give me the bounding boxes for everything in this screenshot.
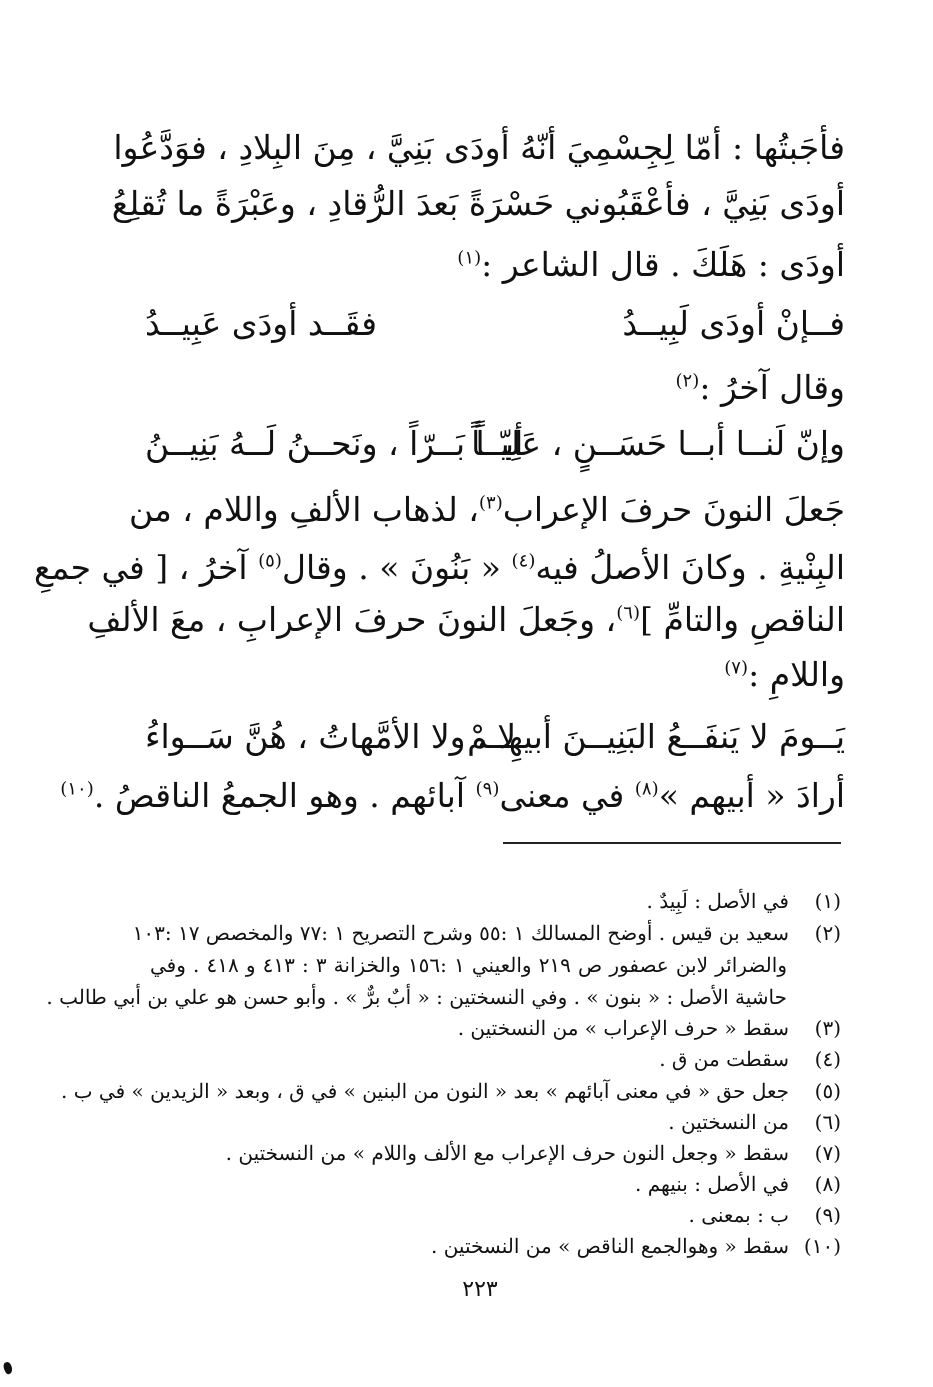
body-line: البِنْيةِ . وكانَ الأصلُ فيه$^{(٤)}$ « بَنُونَ » . وقال$^{(٥)}$ آخرُ ، [ في جمعِ [33,548,845,587]
footnote-1 [150,887,841,915]
footnote-text: سقط « حرف الإعراب » من النسختين . [457,1016,789,1040]
footnote-marker: (٤) [511,550,536,572]
footnote-8 [150,1170,841,1198]
footnote-marker: (٢) [675,370,700,392]
footnote-marker: (٧) [724,657,749,679]
body-line: أرادَ « أبيهم »$^{(٨)}$ في معنى$^{(٩)}$ آبائهم . وهو الجمعُ الناقصُ .$^{(١٠)}$ [60,776,845,815]
footnote-number: (٨) [814,1172,841,1196]
footnote-2-continued [46,983,787,1011]
verse-1-first-hemistich: فــإنْ أودَى لَبِيــدُ [622,304,845,343]
footnote-number: (٩) [814,1203,841,1227]
footnote-marker: (٦) [616,602,641,624]
footnote-number: (٣) [814,1016,841,1040]
footnote-marker: (٩) [475,778,500,800]
footnote-marker: (١٠) [60,778,94,800]
page-number: ٢٢٣ [462,1277,498,1302]
footnote-text: والضرائر لابن عصفور ص ٢١٩ والعيني ١ :١٥٦ والخزانة ٣ : ٤١٣ و ٤١٨ . وفي [150,953,787,977]
footnote-marker: (٣) [478,492,503,514]
footnote-7 [150,1139,841,1167]
footnote-2-continued [150,951,787,979]
footnote-text: في الأصل : لَبِيدٌ . [646,889,789,913]
footnote-number: (٥) [814,1079,841,1103]
body-line: واللامِ :$^{(٧)}$ [724,655,845,694]
verse-line-1-text: فأجَبتُها : أمّا لِجِسْمِيَ أنّهُ أودَى بَنِيَّ ، مِنَ البِلادِ ، فوَدَّعُوا [113,128,845,167]
verse-3-first-hemistich: يَــومَ لا يَنفَــعُ البَنِيــنَ أبيهِــمْ [467,717,845,756]
footnote-text: من النسختين . [668,1110,789,1134]
footnote-marker: (٥) [258,550,282,572]
footnote-text: سقط « وهوالجمع الناقص » من النسختين . [430,1234,789,1258]
footnote-number: (١٠) [803,1234,841,1258]
verse-3-second-hemistich: لا ، ولا الأمَّهاتُ ، هُنَّ سَــواءُ [145,717,517,756]
verse-1-second-hemistich: فقَــد أودَى عَبِيــدُ [145,304,377,343]
body-line: أودَى : هَلَكَ . قال الشاعر :$^{(١)}$ [457,245,845,284]
body-line: وقال آخرُ :$^{(٢)}$ [675,368,845,407]
footnote-number: (٧) [814,1141,841,1165]
footnote-3 [150,1014,841,1042]
body-line: الناقصِ والتامِّ ]$^{(٦)}$، وجَعلَ النونَ حرفَ الإعرابِ ، معَ الألفِ [87,600,845,639]
footnote-6 [150,1108,841,1136]
footnote-text: سعيد بن قيس . أوضح المسالك ١ :٥٥ وشرح التصريح ١ :٧٧ والمخصص ١٧ :١٠٣ [132,921,789,945]
footnote-text: جعل حق « في معنى آبائهم » بعد « النون من البنين » في ق ، وبعد « الزيدين » في ب . [61,1079,789,1103]
footnote-text: سقطت من ق . [659,1047,789,1071]
footnote-5 [61,1077,841,1105]
body-line: جَعلَ النونَ حرفَ الإعراب$^{(٣)}$، لذهاب الألفِ واللام ، من [128,490,845,529]
footnote-2 [132,919,841,947]
footnote-number: (١) [814,889,841,913]
verse-2-first-hemistich: وإنّ لَنــا أبــا حَسَــنٍ ، عَلِيّــاً [471,424,845,463]
footnote-marker: (٨) [634,778,659,800]
footnote-4 [150,1045,841,1073]
footnote-text: ب : بمعنى . [688,1203,789,1227]
footnote-number: (٦) [814,1110,841,1134]
footnote-divider [503,842,841,844]
footnote-9 [150,1201,841,1229]
scan-speck [2,1361,14,1375]
footnote-marker: (١) [457,247,482,269]
footnote-number: (٤) [814,1047,841,1071]
footnote-text: سقط « وجعل النون حرف الإعراب مع الألف واللام » من النسختين . [225,1141,789,1165]
verse-line-2-text: أودَى بَنِيَّ ، فأعْقَبُوني حَسْرَةً بَعدَ الرُّقادِ ، وعَبْرَةً ما تُقلِعُ [111,184,845,223]
footnote-number: (٢) [814,921,841,945]
verse-2-second-hemistich: أبــاً بَــرّاً ، ونَحــنُ لَــهُ بَنِيــنُ [145,424,524,463]
footnote-text: في الأصل : بنيهم . [634,1172,789,1196]
footnote-text: حاشية الأصل : « بنون » . وفي النسختين : « أبٌ برٌّ » . وأبو حسن هو علي بن أبي طالب . [46,985,787,1009]
footnote-10 [150,1232,841,1260]
